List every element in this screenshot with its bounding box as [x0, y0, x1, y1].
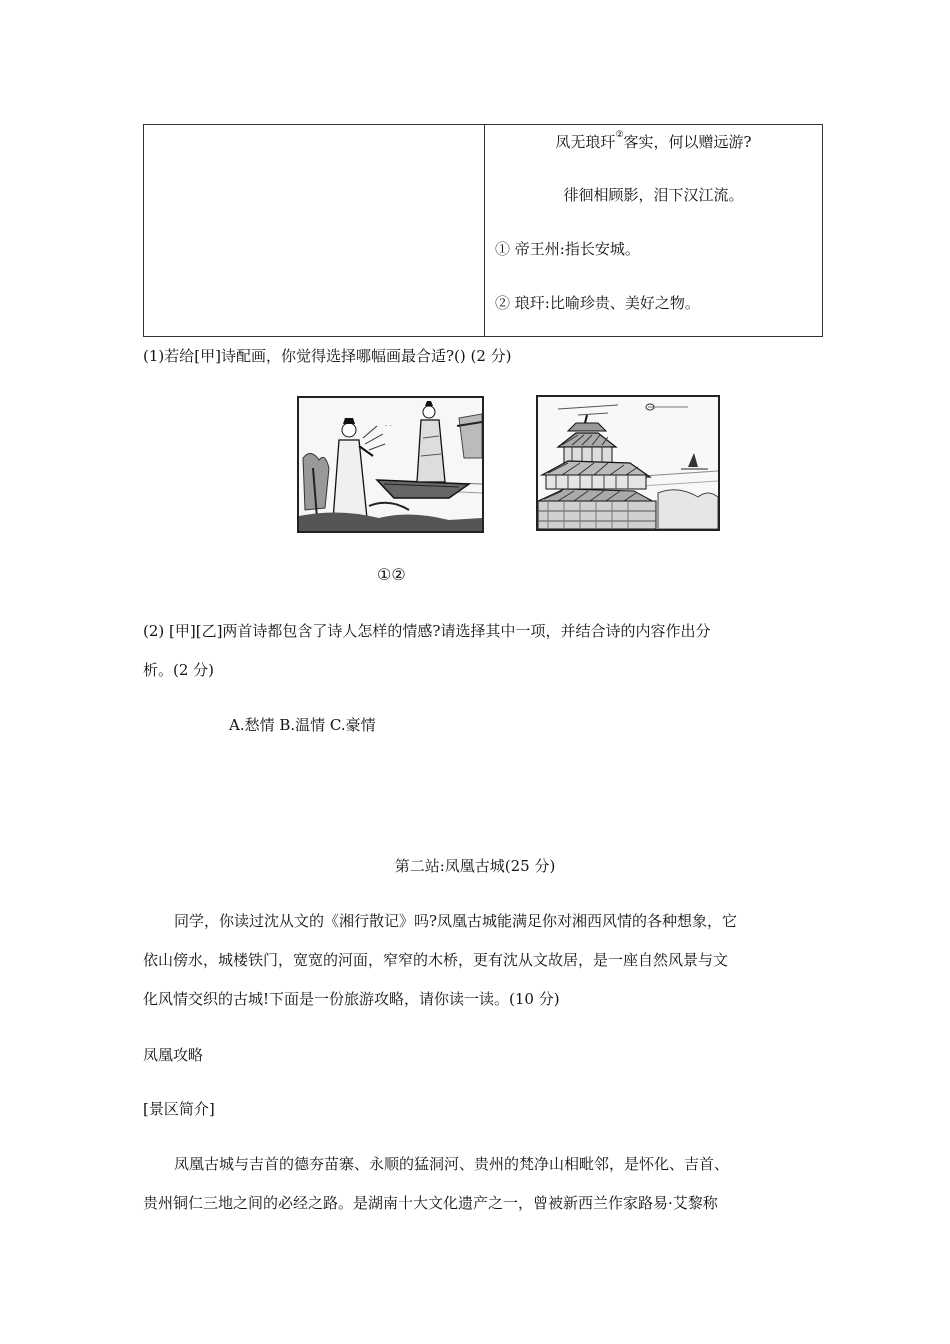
- answer-options: A.愁情 B.温情 C.豪情: [229, 716, 376, 734]
- picture-2-illustration: [538, 397, 718, 529]
- svg-text:· ·: · ·: [385, 422, 392, 430]
- footnote-1: ① 帝王州:指长安城。: [495, 240, 640, 258]
- picture-labels: ①②: [377, 565, 406, 584]
- intro-line-1: 同学，你读过沈从文的《湘行散记》吗?凤凰古城能满足你对湘西风情的各种想象，它: [174, 912, 738, 930]
- footnote-2: ② 琅玕:比喻珍贵、美好之物。: [495, 294, 700, 312]
- footnote-mark: ②: [615, 130, 624, 140]
- scenic-line-2: 贵州铜仁三地之间的必经之路。是湖南十大文化遗产之一，曾被新西兰作家路易·艾黎称: [143, 1194, 718, 1212]
- poem-table: [143, 124, 823, 337]
- picture-2-tower-pavilion: [536, 395, 720, 531]
- question-2-line-2: 析。(2 分): [143, 661, 215, 679]
- picture-1-illustration: [299, 398, 482, 531]
- poem-cell-right: [485, 125, 822, 336]
- intro-line-2: 依山傍水，城楼铁门，宽宽的河面，窄窄的木桥，更有沈从文故居，是一座自然风景与文: [143, 951, 729, 969]
- scenic-line-1: 凤凰古城与吉首的德夯苗寨、永顺的猛洞河、贵州的梵净山相毗邻，是怀化、吉首、: [174, 1155, 730, 1173]
- poem-line-1: 凤无琅玕②客实，何以赠远游?: [555, 130, 752, 151]
- scenic-heading: [景区简介]: [143, 1100, 215, 1118]
- poem-line-2: 徘徊相顾影，泪下汉江流。: [563, 186, 744, 204]
- question-1: (1)若给[甲]诗配画，你觉得选择哪幅画最合适?() (2 分): [143, 347, 512, 365]
- section-title: 第二站:凤凰古城(25 分): [394, 857, 556, 875]
- picture-1-poets-boat: [297, 396, 484, 533]
- question-2-line-1: (2) [甲][乙]两首诗都包含了诗人怎样的情感?请选择其中一项，并结合诗的内容作出分: [143, 622, 711, 640]
- guide-title: 凤凰攻略: [143, 1046, 204, 1064]
- intro-line-3: 化风情交织的古城!下面是一份旅游攻略，请你读一读。(10 分): [143, 990, 560, 1008]
